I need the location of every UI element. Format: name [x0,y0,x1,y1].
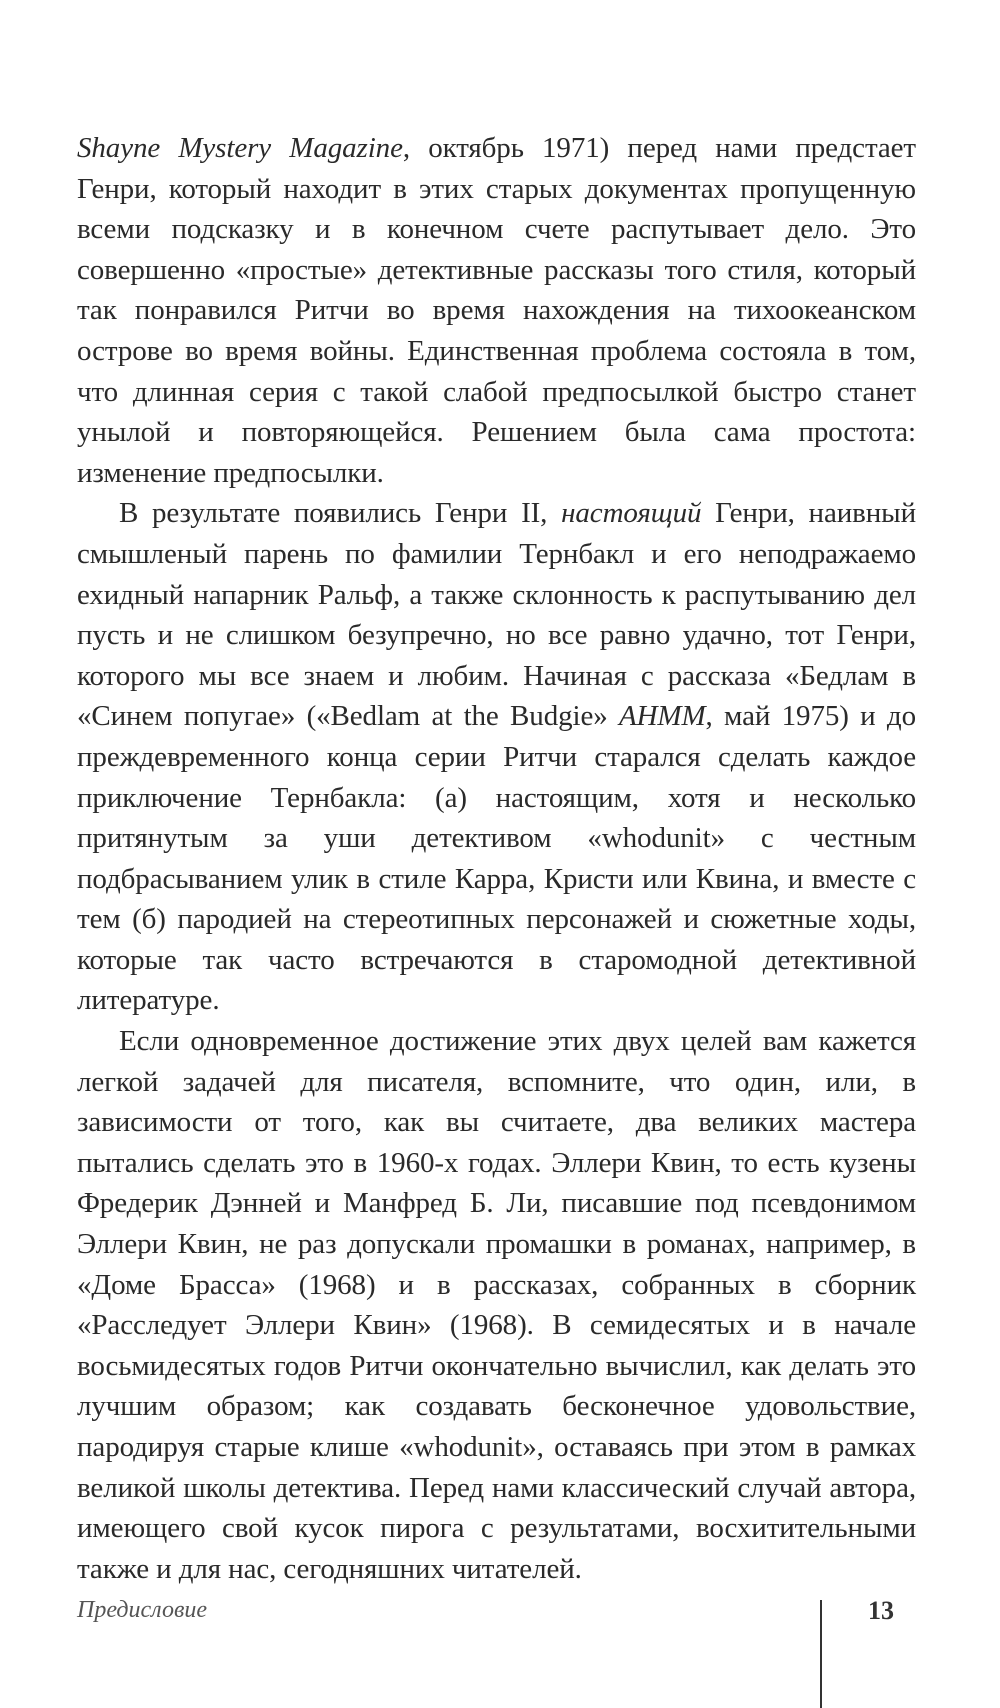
paragraph-1-text: , октябрь 1971) перед нами предстает Генри, который находит в этих старых документах пропущенную всеми подсказку и в конечном счете распутывает дело. Это совершенно «простые» детективные рассказы того стиля, который так понравился Ритчи во время нахождения на тихоокеанском острове во время войны. Единственная проблема состояла в том, что длинная серия с такой слабой предпосылкой быстро станет унылой и повторяющейся. Решением была сама простота: изменение предпосылки. [77,132,916,489]
paragraph-3-text: Если одновременное достижение этих двух целей вам кажется легкой задачей для писателя, вспомните, что один, или, в зависимости от того, как вы считаете, два великих мастера пытались сделать это в 1960-х годах. Эллери Квин, то есть кузены Фредерик Дэнней и Манфред Б. Ли, писавшие под псевдонимом Эллери Квин, не раз допускали промашки в романах, например, в «Доме Брасса» (1968) и в рассказах, собранных в сборник «Расследует Эллери Квин» (1968). В семидесятых и в начале восьмидесятых годов Ритчи окончательно вычислил, как делать это лучшим образом; как создавать бесконечное удовольствие, пародируя старые клише «whodunit», оставаясь при этом в рамках великой школы детектива. Перед нами классический случай автора, имеющего свой кусок пирога с результатами, восхитительными также и для нас, сегодняшних читателей. [77,1025,916,1585]
paragraph-2-part-1: В результате появились Генри II, [119,497,562,530]
magazine-title: Shayne Mystery Magazine [77,132,403,164]
paragraph-2 [77,493,916,1021]
paragraph-2-part-3: , май 1975) и до преждевременного конца серии Ритчи старался сделать каждое приключение Тернбакла: (а) настоящим, хотя и несколько притянутым за уши детективом «whodunit» с честным подбрасыванием улик в стиле Карра, Кристи или Квина, и вместе с тем (б) пародией на стереотипных персонажей и сюжетные ходы, которые так часто встречаются в старомодной детективной литературе. [77,700,916,1017]
magazine-abbreviation: AHMM [618,700,706,733]
running-footer-title: Предисловие [77,1597,208,1623]
page-number: 13 [868,1596,894,1625]
body-text [77,128,916,1589]
footer-divider [820,1600,822,1708]
paragraph-1 [77,128,916,493]
paragraph-2-part-2: Генри, наивный смышленый парень по фамилии Тернбакл и его неподражаемо ехидный напарник Ральф, а также склонность к распутыванию дел пусть и не слишком безупречно, но все равно удачно, тот Генри, которого мы все знаем и любим. Начиная с рассказа «Бедлам в «Синем попугае» («Bedlam at the Budgie» [77,497,916,733]
paragraph-3 [77,1021,916,1589]
paragraph-2-emphasis: настоящий [561,497,702,530]
